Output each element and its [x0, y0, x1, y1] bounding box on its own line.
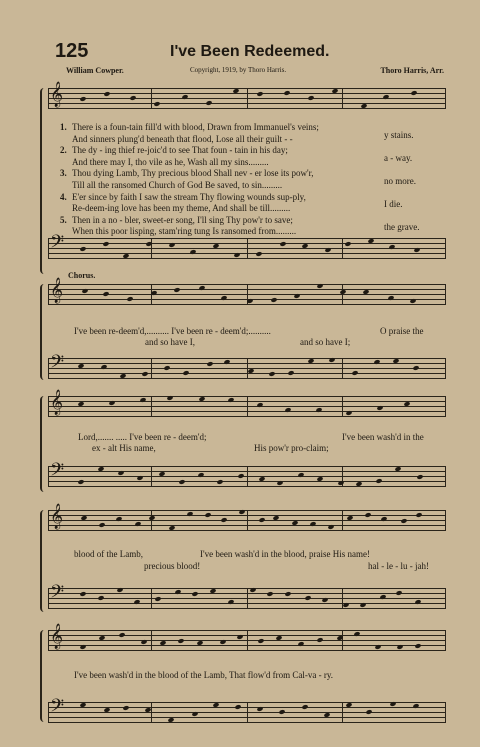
note-head	[258, 517, 265, 523]
verse-line: Re-deem-ing love has been my theme, And shall be till.........	[72, 203, 291, 214]
verse-number: 5.	[60, 214, 67, 225]
note-head	[256, 91, 263, 97]
barline	[48, 510, 49, 530]
note-head	[79, 96, 86, 102]
staff-line	[48, 608, 446, 609]
note-head	[205, 100, 212, 106]
note-head	[133, 599, 140, 605]
treble-clef-icon: 𝄞	[50, 624, 64, 649]
copyright-notice: Copyright, 1919, by Thoro Harris.	[190, 66, 287, 74]
note-head	[197, 472, 204, 478]
verse-block	[60, 122, 420, 238]
lyric-line: and so have I,	[145, 337, 195, 347]
note-head	[388, 244, 395, 250]
note-head	[255, 251, 262, 257]
note-head	[206, 361, 213, 367]
music-staff	[48, 390, 446, 416]
lyric-line: and so have I;	[300, 337, 351, 347]
verse-line: There is a foun-tain fill'd with blood, Drawn from Immanuel's veins;	[72, 122, 319, 132]
note-head	[163, 365, 170, 371]
system-brace	[40, 510, 48, 612]
lyric-line: I've been wash'd in the blood of the Lamb, That flow'd from Cal-va - ry.	[74, 670, 334, 680]
barline	[151, 630, 152, 650]
note-head	[186, 511, 193, 517]
verse-ending: a - way.	[384, 153, 413, 163]
note-head	[284, 407, 291, 413]
note-head	[103, 91, 110, 97]
staff-line	[48, 258, 446, 259]
verse-line: The dy - ing thief re-joic'd to see That foun - tain in his day;	[72, 145, 288, 156]
barline	[48, 466, 49, 486]
note-head	[154, 596, 161, 602]
note-head	[227, 599, 234, 605]
note-head	[97, 595, 104, 601]
note-head	[279, 241, 286, 247]
note-head	[364, 512, 371, 518]
lyric-line: His pow'r pro-claim;	[254, 443, 329, 453]
barline	[247, 358, 248, 378]
verse-line: Till all the ransomed Church of God Be saved, to sin.........	[72, 179, 283, 190]
note-head	[100, 364, 107, 370]
hymn-title: I've Been Redeemed.	[170, 43, 330, 60]
note-head	[316, 637, 323, 643]
barline	[247, 88, 248, 108]
barline	[445, 396, 446, 416]
music-staff	[48, 278, 446, 304]
note-head	[307, 95, 314, 101]
note-head	[102, 241, 109, 247]
note-head	[198, 285, 205, 291]
note-head	[266, 591, 273, 597]
lyric-line: I've been wash'd in the	[342, 432, 424, 442]
staff-line	[48, 108, 446, 109]
note-head	[216, 479, 223, 485]
barline	[445, 702, 446, 722]
note-head	[223, 359, 230, 365]
verse-line: Then in a no - bler, sweet-er song, I'll sing Thy pow'r to save;	[72, 214, 293, 225]
barline	[151, 396, 152, 416]
bass-clef-icon: 𝄢	[50, 352, 65, 377]
verse-line: Thou dying Lamb, Thy precious blood Shall nev - er lose its pow'r,	[72, 168, 314, 179]
staff-line	[48, 530, 446, 531]
verse-line: E'er since by faith I saw the stream Thy flowing wounds sup-ply,	[72, 191, 306, 202]
barline	[445, 284, 446, 304]
lyric-line: I've been wash'd in the blood, praise His name!	[200, 549, 370, 559]
note-head	[178, 479, 185, 485]
note-head	[373, 359, 380, 365]
bass-clef-icon: 𝄢	[50, 582, 65, 607]
note-head	[134, 521, 141, 527]
note-head	[126, 296, 133, 302]
note-head	[412, 703, 419, 709]
note-head	[79, 246, 86, 252]
note-head	[400, 518, 407, 524]
staff-line	[48, 416, 446, 417]
barline	[151, 588, 152, 608]
system-brace	[40, 284, 48, 380]
barline	[445, 238, 446, 258]
music-staff	[48, 352, 446, 378]
note-head	[257, 638, 264, 644]
barline	[445, 510, 446, 530]
note-head	[118, 632, 125, 638]
barline	[445, 466, 446, 486]
verse-ending: I die.	[384, 199, 403, 209]
note-head	[287, 370, 294, 376]
note-head	[77, 479, 84, 485]
note-head	[382, 94, 389, 100]
barline	[342, 702, 343, 722]
lyricist-credit: William Cowper.	[66, 66, 124, 75]
note-head	[315, 407, 322, 413]
verse-line: And there may I, tho vile as he, Wash all my sins.........	[72, 156, 269, 167]
barline	[445, 358, 446, 378]
note-head	[344, 241, 351, 247]
arranger-credit: Thoro Harris, Arr.	[380, 66, 444, 75]
note-head	[268, 371, 275, 377]
note-head	[153, 101, 160, 107]
barline	[342, 238, 343, 258]
treble-clef-icon: 𝄞	[50, 278, 64, 303]
barline	[48, 88, 49, 108]
lyric-line: I've been re-deem'd,.......... I've been re - deem'd;..........	[74, 326, 271, 336]
note-head	[416, 474, 423, 480]
note-head	[415, 512, 422, 518]
note-head	[375, 478, 382, 484]
note-head	[387, 295, 394, 301]
music-staff	[48, 504, 446, 530]
note-head	[278, 709, 285, 715]
barline	[48, 702, 49, 722]
barline	[48, 588, 49, 608]
verse-ending: no more.	[384, 176, 416, 186]
note-head	[102, 291, 109, 297]
note-head	[379, 594, 386, 600]
barline	[48, 396, 49, 416]
note-head	[297, 641, 304, 647]
note-head	[122, 705, 129, 711]
note-head	[237, 473, 244, 479]
chorus-label: Chorus.	[68, 271, 96, 280]
note-head	[412, 365, 419, 371]
treble-clef-icon: 𝄞	[50, 82, 64, 107]
barline	[247, 630, 248, 650]
barline	[151, 702, 152, 722]
note-head	[174, 589, 181, 595]
treble-clef-icon: 𝄞	[50, 504, 64, 529]
bass-clef-icon: 𝄢	[50, 696, 65, 721]
barline	[48, 238, 49, 258]
note-head	[304, 595, 311, 601]
note-head	[191, 591, 198, 597]
lyric-line: ex - alt His name,	[92, 443, 156, 453]
barline	[247, 510, 248, 530]
note-head	[351, 370, 358, 376]
note-head	[98, 522, 105, 528]
note-head	[380, 516, 387, 522]
lyric-line: blood of the Lamb,	[74, 549, 143, 559]
barline	[342, 88, 343, 108]
note-head	[234, 704, 241, 710]
note-head	[410, 90, 417, 96]
verse-number: 1.	[60, 122, 67, 132]
barline	[445, 630, 446, 650]
bass-clef-icon: 𝄢	[50, 460, 65, 485]
note-head	[173, 287, 180, 293]
note-head	[141, 371, 148, 377]
note-head	[115, 516, 122, 522]
note-head	[227, 397, 234, 403]
barline	[48, 358, 49, 378]
note-head	[150, 290, 157, 296]
music-staff	[48, 624, 446, 650]
note-head	[297, 472, 304, 478]
note-head	[395, 590, 402, 596]
barline	[247, 238, 248, 258]
lyric-line: Lord,....... ..... I've been re - deem'd;	[78, 432, 207, 442]
music-staff	[48, 232, 446, 258]
verse-number: 4.	[60, 191, 67, 202]
hymn-number: 125	[55, 40, 89, 62]
barline	[247, 396, 248, 416]
note-head	[309, 521, 316, 527]
note-head	[220, 517, 227, 523]
note-head	[204, 512, 211, 518]
note-head	[284, 591, 291, 597]
staff-line	[48, 650, 446, 651]
system-brace	[40, 630, 48, 722]
note-head	[79, 591, 86, 597]
note-head	[283, 90, 290, 96]
note-head	[414, 643, 421, 649]
music-staff	[48, 460, 446, 486]
note-head	[139, 397, 146, 403]
note-head	[256, 402, 263, 408]
barline	[247, 588, 248, 608]
note-head	[301, 704, 308, 710]
note-head	[414, 599, 421, 605]
barline	[445, 88, 446, 108]
note-head	[189, 249, 196, 255]
note-head	[177, 638, 184, 644]
note-head	[270, 297, 277, 303]
barline	[342, 630, 343, 650]
note-head	[129, 95, 136, 101]
barline	[151, 358, 152, 378]
barline	[48, 630, 49, 650]
verse-ending: y stains.	[384, 130, 414, 140]
music-staff	[48, 582, 446, 608]
note-head	[365, 709, 372, 715]
barline	[445, 588, 446, 608]
note-head	[220, 295, 227, 301]
verse-line: When this poor lisping, stam'ring tung Is ransomed from.........	[72, 226, 297, 237]
bass-clef-icon: 𝄢	[50, 232, 65, 257]
barline	[342, 510, 343, 530]
treble-clef-icon: 𝄞	[50, 390, 64, 415]
barline	[151, 466, 152, 486]
music-staff	[48, 696, 446, 722]
lyric-line: precious blood!	[144, 561, 201, 571]
lyric-line: O praise the	[380, 326, 424, 336]
barline	[247, 702, 248, 722]
verse-line: And sinners plung'd beneath that flood, Lose all their guilt - -	[72, 133, 293, 144]
barline	[48, 284, 49, 304]
system-brace	[40, 88, 48, 274]
staff-line	[48, 378, 446, 379]
barline	[247, 466, 248, 486]
note-head	[353, 631, 360, 637]
verse-number: 3.	[60, 168, 67, 179]
note-head	[182, 370, 189, 376]
system-brace	[40, 396, 48, 492]
barline	[151, 88, 152, 108]
barline	[342, 396, 343, 416]
lyric-line: hal - le - lu - jah!	[368, 561, 429, 571]
verse-ending: the grave.	[384, 222, 420, 232]
note-head	[181, 94, 188, 100]
staff-line	[48, 486, 446, 487]
barline	[342, 358, 343, 378]
verse-number: 2.	[60, 145, 67, 156]
staff-line	[48, 722, 446, 723]
staff-line	[48, 304, 446, 305]
music-staff	[48, 82, 446, 108]
